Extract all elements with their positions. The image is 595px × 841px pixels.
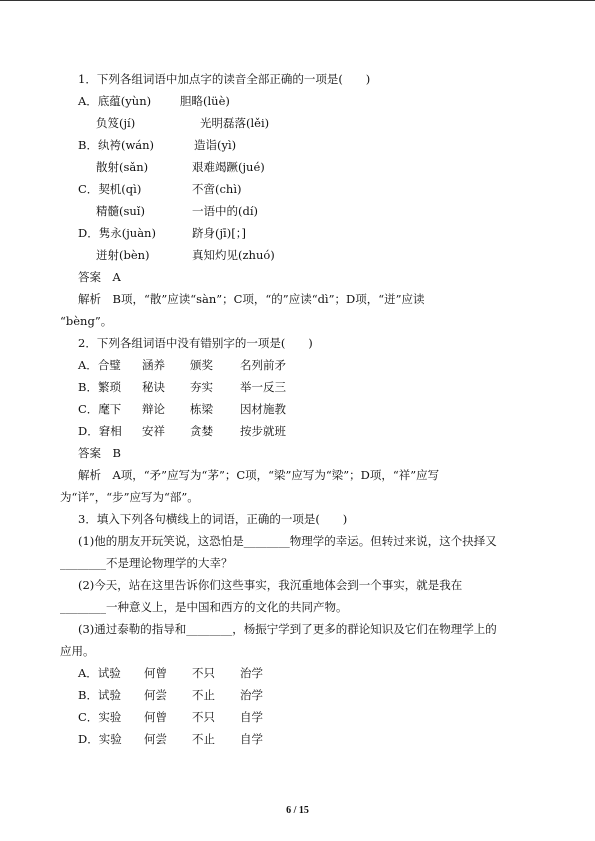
option-word: 艰难竭蹶(jué) bbox=[192, 160, 265, 174]
option-label: D． bbox=[78, 226, 99, 240]
q2-explanation-cont: 为“详”，“步”应写为“部”。 bbox=[60, 490, 199, 504]
option-word: 不啻(chì) bbox=[192, 182, 242, 196]
option-word: 名列前矛 bbox=[240, 358, 286, 372]
option-word: 自学 bbox=[240, 710, 263, 724]
q2-explanation: 解析 A项，“矛”应写为“茅”；C项，“梁”应写为“梁”；D项，“祥”应写 bbox=[78, 468, 440, 482]
option-word: 迸射(bèn) bbox=[96, 248, 150, 262]
option-label: D． bbox=[78, 424, 99, 438]
option-word: 实验 bbox=[98, 710, 122, 724]
q3-sentence-2: (2)今天，站在这里告诉你们这些事实，我沉重地体会到一个事实，就是我在 bbox=[78, 578, 463, 592]
q1-option-c bbox=[60, 178, 540, 200]
option-word: 真知灼见(zhuó) bbox=[192, 248, 275, 262]
q3-option-b bbox=[60, 684, 540, 706]
option-label: A． bbox=[78, 666, 98, 680]
option-word: 散射(sǎn) bbox=[96, 160, 149, 174]
option-label: B． bbox=[78, 688, 98, 702]
q3-option-a bbox=[60, 662, 540, 684]
option-word: 何尝 bbox=[144, 732, 167, 746]
q3-sentence-1-cont: ________不是理论物理学的大幸？ bbox=[60, 556, 233, 570]
option-word: 夯实 bbox=[190, 380, 213, 394]
option-word: 不止 bbox=[192, 732, 215, 746]
q1-option-d-row2 bbox=[60, 244, 540, 266]
option-word: 辩论 bbox=[142, 402, 165, 416]
option-word: 试验 bbox=[97, 666, 121, 680]
q1-option-b bbox=[60, 134, 540, 156]
option-word: 栋梁 bbox=[190, 402, 213, 416]
option-word: 隽永(juàn) bbox=[98, 226, 156, 240]
option-word: 秘诀 bbox=[142, 380, 165, 394]
option-word: 何尝 bbox=[144, 688, 167, 702]
q1-explanation-cont: “bèng”。 bbox=[60, 314, 113, 328]
option-label: C． bbox=[78, 402, 99, 416]
q3-option-d bbox=[60, 728, 540, 750]
option-label: A． bbox=[78, 94, 98, 108]
option-label: B． bbox=[78, 380, 98, 394]
q3-sentence-2-cont: ________一种意义上，是中国和西方的文化的共同产物。 bbox=[60, 600, 348, 614]
option-word: 因材施教 bbox=[240, 402, 286, 416]
option-label: A． bbox=[78, 358, 98, 372]
question-2-stem: 2．下列各组词语中没有错别字的一项是( ) bbox=[78, 336, 313, 350]
q1-explanation: 解析 B项，“散”应读“sàn”；C项，“的”应读“dì”；D项，“迸”应读 bbox=[78, 292, 425, 306]
option-word: 不只 bbox=[192, 710, 215, 724]
q1-answer: 答案 A bbox=[78, 270, 121, 284]
option-label: C． bbox=[78, 710, 99, 724]
q2-option-c bbox=[60, 398, 540, 420]
option-word: 纨袴(wán) bbox=[97, 138, 155, 152]
option-label: D． bbox=[78, 732, 99, 746]
option-word: 自学 bbox=[240, 732, 263, 746]
option-word: 一语中的(dí) bbox=[192, 204, 259, 218]
option-label: C． bbox=[78, 182, 99, 196]
q1-option-a bbox=[60, 90, 540, 112]
q3-option-c bbox=[60, 706, 540, 728]
option-word: 治学 bbox=[240, 666, 263, 680]
q3-sentence-3: (3)通过泰勒的指导和________，杨振宁学到了更多的群论知识及它们在物理学上的 bbox=[78, 622, 497, 636]
option-word: 造诣(yì) bbox=[194, 138, 237, 152]
q1-option-a-row2 bbox=[60, 112, 540, 134]
option-word: 底蕴(yùn) bbox=[97, 94, 152, 108]
q1-option-c-row2 bbox=[60, 200, 540, 222]
q3-sentence-3-cont: 应用。 bbox=[60, 644, 95, 658]
q1-option-d bbox=[60, 222, 540, 244]
option-word: 麾下 bbox=[98, 402, 122, 416]
option-word: 精髓(suǐ) bbox=[96, 204, 145, 218]
option-word: 试验 bbox=[97, 688, 121, 702]
question-1-stem: 1．下列各组词语中加点字的读音全部正确的一项是( ) bbox=[78, 72, 371, 86]
option-word: 窘相 bbox=[98, 424, 122, 438]
option-word: 颁奖 bbox=[190, 358, 213, 372]
option-word: 光明磊落(lěi) bbox=[200, 116, 270, 130]
page-number: 6 / 15 bbox=[286, 805, 309, 816]
option-word: 负笈(jí) bbox=[96, 116, 136, 130]
option-label: B． bbox=[78, 138, 98, 152]
q2-option-d bbox=[60, 420, 540, 442]
option-word: 治学 bbox=[240, 688, 263, 702]
option-word: 胆略(lüè) bbox=[180, 94, 230, 108]
option-word: 合璧 bbox=[97, 358, 121, 372]
q2-answer: 答案 B bbox=[78, 446, 121, 460]
option-word: 举一反三 bbox=[240, 380, 286, 394]
option-word: 跻身(jī)[；] bbox=[192, 226, 246, 240]
option-word: 实验 bbox=[98, 732, 122, 746]
q2-option-b bbox=[60, 376, 540, 398]
option-word: 契机(qì) bbox=[98, 182, 142, 196]
option-word: 安祥 bbox=[142, 424, 165, 438]
option-word: 涵养 bbox=[142, 358, 165, 372]
option-word: 何曾 bbox=[144, 710, 167, 724]
option-word: 贪婪 bbox=[190, 424, 213, 438]
q3-sentence-1: (1)他的朋友开玩笑说，这恐怕是________物理学的幸运。但转过来说，这个抉择又 bbox=[78, 534, 497, 548]
q1-option-b-row2 bbox=[60, 156, 540, 178]
option-word: 按步就班 bbox=[240, 424, 286, 438]
option-word: 何曾 bbox=[144, 666, 167, 680]
q2-option-a bbox=[60, 354, 540, 376]
option-word: 繁琐 bbox=[97, 380, 121, 394]
option-word: 不止 bbox=[192, 688, 215, 702]
page-top-rule bbox=[0, 0, 595, 1]
document-body bbox=[60, 68, 540, 750]
option-word: 不只 bbox=[192, 666, 215, 680]
question-3-stem: 3．填入下列各句横线上的词语，正确的一项是( ) bbox=[78, 512, 348, 526]
